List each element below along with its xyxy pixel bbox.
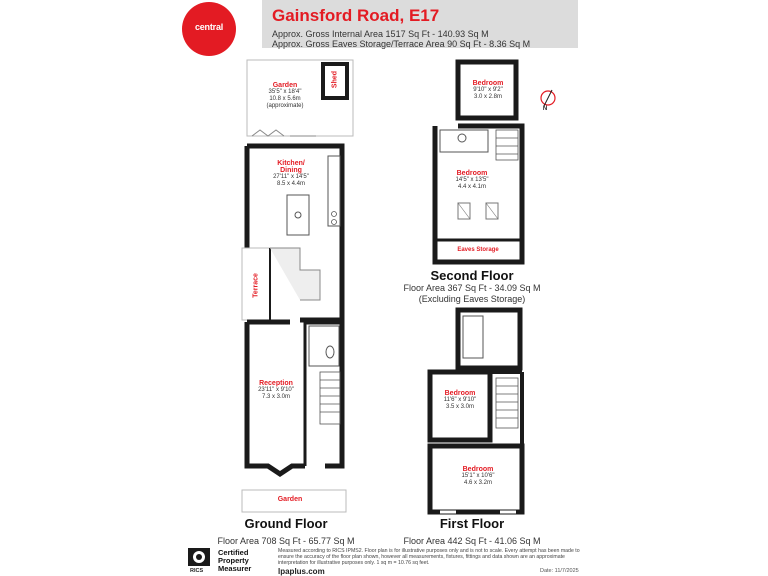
ground-stairs <box>320 372 340 424</box>
second-large-bedroom-label: Bedroom 14'5" x 13'5" 4.4 x 4.1m <box>455 170 489 190</box>
first-front-bedroom-label: Bedroom 15'1" x 10'6" 4.6 x 3.2m <box>461 466 495 486</box>
first-bathroom-walls <box>458 310 520 368</box>
second-floor-caption: Second Floor Floor Area 367 Sq Ft - 34.09 Sq M (Excluding Eaves Storage) <box>403 268 541 304</box>
reception-label: Reception 23'11" x 9'10" 7.3 x 3.0m <box>258 380 294 400</box>
certified-measurer-badge: Certified Property Measurer <box>218 548 252 573</box>
kitchen-label: Kitchen/ Dining 27'11" x 14'5" 8.5 x 4.4m <box>273 160 309 187</box>
kitchen-step-area <box>270 248 320 300</box>
logo-text: central <box>194 22 224 32</box>
front-garden-label: Garden <box>277 496 303 503</box>
gross-internal-area: Approx. Gross Internal Area 1517 Sq Ft - 140.93 Sq M <box>272 29 489 39</box>
first-middle-bedroom-label: Bedroom 11'6" x 9'10" 3.5 x 3.0m <box>443 390 477 410</box>
compass-letter: N <box>542 106 548 112</box>
terrace-label: Terrace <box>252 273 260 298</box>
hall-walls <box>305 322 342 466</box>
rics-logo-icon <box>188 548 210 566</box>
disclaimer-text: Measured according to RICS IPMS2. Floor plan is for illustrative purposes only and is not to scale. Every attempt has been made to ensure the accuracy of the floor plan shown, however all measurements, fixtures, fittings and data shown are an approximate interpretation for illustrative purposes only. 1 sq m = 10.76 sq feet. <box>278 548 580 566</box>
property-title: Gainsford Road, E17 <box>272 6 440 25</box>
ground-floor-caption: Ground Floor Floor Area 708 Sq Ft - 65.77 Sq M <box>217 516 355 546</box>
second-small-bedroom-label: Bedroom 9'10" x 9'2" 3.0 x 2.8m <box>472 80 504 100</box>
bifold-doors <box>252 130 284 136</box>
eaves-storage-label: Eaves Storage <box>457 247 499 253</box>
first-bath <box>463 316 483 358</box>
plan-date: Date: 11/7/2025 <box>540 568 579 574</box>
first-floor-caption: First Floor Floor Area 442 Sq Ft - 41.06 Sq M <box>403 516 541 546</box>
rear-garden-label: Garden 35'5" x 18'4" 10.8 x 5.6m (approximate) <box>266 82 304 109</box>
compass-icon <box>541 90 555 106</box>
footer-url[interactable]: lpaplus.com <box>278 567 325 576</box>
ground-wc <box>309 326 339 366</box>
rics-label: RICS <box>190 568 204 574</box>
kitchen-worktop <box>328 156 340 226</box>
gross-eaves-area: Approx. Gross Eaves Storage/Terrace Area 90 Sq Ft - 8.36 Sq M <box>272 39 531 49</box>
kitchen-island <box>287 195 309 235</box>
first-stairs <box>496 378 518 428</box>
second-stairs <box>496 130 518 160</box>
shed-label: Shed <box>331 70 339 89</box>
